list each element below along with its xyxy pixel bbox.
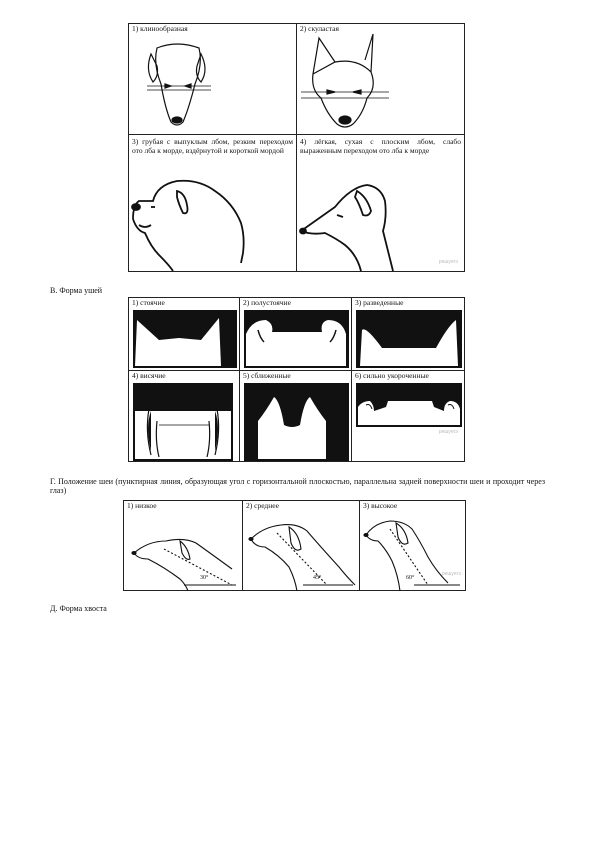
close-set-ears-illustration: [240, 371, 353, 463]
hanging-ears-illustration: [129, 371, 241, 463]
ear-cell-4: [128, 370, 240, 462]
neck-cell-3: [359, 500, 466, 591]
low-neck-illustration: [124, 501, 244, 592]
head-form-label-1: 1) клинообразная: [132, 24, 188, 33]
head-form-cell-1: [128, 23, 297, 135]
neck-label-1: 1) низкое: [127, 501, 157, 510]
medium-neck-illustration: [243, 501, 361, 592]
neck-label-2: 2) среднее: [246, 501, 279, 510]
erect-ears-illustration: [129, 298, 241, 372]
watermark: решуегэ: [438, 259, 458, 265]
cropped-ears-illustration: [352, 371, 466, 463]
ear-label-1: 1) стоячие: [132, 298, 165, 307]
tail-heading: Д. Форма хвоста: [50, 604, 107, 613]
ear-label-2: 2) полустоячие: [243, 298, 291, 307]
ear-cell-1: [128, 297, 240, 371]
ear-label-4: 4) висячие: [132, 371, 166, 380]
head-form-label-2: 2) скуластая: [300, 24, 339, 33]
ear-cell-3: [351, 297, 465, 371]
wedge-head-illustration: [129, 24, 298, 136]
neck-angle-1: 30°: [200, 575, 209, 581]
neck-angle-2: 45°: [313, 575, 322, 581]
head-form-cell-3: [128, 134, 297, 272]
ear-label-5: 5) сближенные: [243, 371, 291, 380]
watermark-ears: решуегэ: [438, 429, 458, 435]
ear-label-3: 3) разведенные: [355, 298, 404, 307]
light-head-illustration: [297, 135, 466, 273]
ear-cell-6: [351, 370, 465, 462]
watermark-neck: решуегэ: [441, 571, 461, 577]
neck-heading: Г. Положение шеи (пунктирная линия, образующая угол с горизонтальной плоскостью, параллельна задней поверхности шеи и проходит через глаз): [50, 477, 545, 495]
head-form-cell-2: [296, 23, 465, 135]
ear-cell-2: [239, 297, 352, 371]
neck-angle-3: 60°: [406, 575, 415, 581]
coarse-head-illustration: [129, 135, 298, 273]
neck-cell-1: [123, 500, 243, 591]
neck-cell-2: [242, 500, 360, 591]
ears-heading: В. Форма ушей: [50, 286, 103, 295]
ear-label-6: 6) сильно укороченные: [355, 371, 429, 380]
semi-erect-ears-illustration: [240, 298, 353, 372]
ear-cell-5: [239, 370, 352, 462]
cheeky-head-illustration: [297, 24, 466, 136]
head-form-label-4: 4) лёгкая, сухая с плоским лбом, слабо выраженным переходом ото лба к морде: [300, 137, 461, 155]
neck-label-3: 3) высокое: [363, 501, 398, 510]
head-form-cell-4: [296, 134, 465, 272]
head-form-label-3: 3) грубая с выпуклым лбом, резким переходом ото лба к морде, вздёрнутой и короткой мордой: [132, 137, 293, 155]
spread-ears-illustration: [352, 298, 466, 372]
